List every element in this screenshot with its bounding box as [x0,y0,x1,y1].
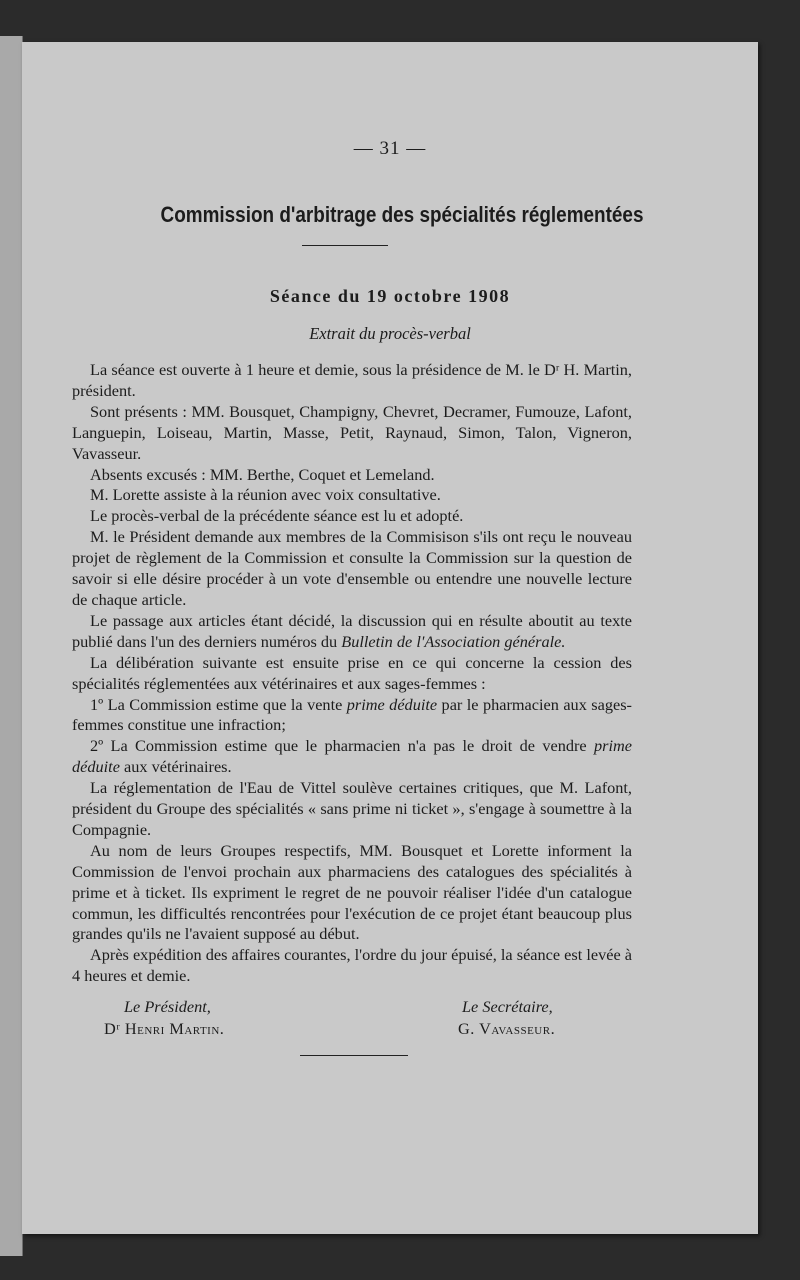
title-divider [302,245,388,246]
seance-subtitle: Extrait du procès-verbal [309,324,471,343]
point-1-start: 1º La Commission estime que la vente [90,694,343,714]
facing-page-edge [0,36,23,1256]
paragraph-vittel: La réglementation de l'Eau de Vittel soulève certaines critiques, que M. Lafont, président du Groupe des spécialités « sans prime ni ticket », s'engage à soumettre à la Compagnie. [72,778,632,839]
bulletin-title: Bulletin de l'Association générale. [341,631,566,651]
seance-title: Séance du 19 octobre 1908 [269,286,511,306]
paragraph-present: Sont présents : MM. Bousquet, Champigny, Chevret, Decramer, Fumouze, Lafont, Languepin, Loiseau, Martin, Masse, Petit, Raynaud, Simon, Talon, Vigneron, Vavasseur. [72,401,632,463]
paragraph-opening: La séance est ouverte à 1 heure et demie, sous la présidence de M. le Dʳ H. Martin, président. [72,360,632,400]
paragraph-articles [72,611,632,653]
document-page [22,42,758,1234]
paragraph-proces-verbal: Le procès-verbal de la précédente séance est lu et adopté. [90,506,464,526]
president-signature [104,996,224,1040]
president-name: Dʳ Henri Martin. [104,1019,225,1038]
minutes-body [72,360,632,987]
secretary-name: G. Vavasseur. [458,1019,556,1038]
point-2-start: 2º La Commission estime que le pharmacien n'a pas le droit de vendre [90,736,587,756]
secretary-signature [442,996,555,1040]
paragraph-point-2 [72,736,632,778]
paragraph-president-request: M. le Président demande aux membres de la Commisison s'ils ont reçu le nouveau projet de règlement de la Commission et consulte la Commission sur la question de savoir si elle désire procéder à un vote d'ensemble ou entendre une nouvelle lecture de chaque article. [72,527,632,609]
page-number: — 31 — [353,138,427,159]
paragraph-lorette: M. Lorette assiste à la réunion avec voix consultative. [90,485,441,505]
point-2-end: aux vétérinaires. [124,757,232,777]
president-role: Le Président, [124,997,211,1016]
paragraph-closing: Après expédition des affaires courantes, l'ordre du jour épuisé, la séance est levée à 4 heures et demie. [72,945,632,986]
paragraph-absent: Absents excusés : MM. Berthe, Coquet et Lemeland. [90,464,435,484]
page-title: Commission d'arbitrage des spécialités réglementées [160,202,644,227]
closing-divider [300,1055,408,1056]
secretary-role: Le Secrétaire, [462,997,553,1016]
paragraph-point-1 [72,695,632,737]
paragraph-catalogues: Au nom de leurs Groupes respectifs, MM. Bousquet et Lorette informent la Commission de l'envoi prochain aux pharmaciens des catalogues des spécialités à prime et à ticket. Ils expriment le regret de ne pouvoir réaliser l'idée d'un catalogue commun, les difficultés rencontrées pour l'exécution de ce projet étant beaucoup plus grandes qu'ils ne l'avaient supposé au début. [72,840,632,944]
paragraph-deliberation: La délibération suivante est ensuite prise en ce qui concerne la cession des spécialités réglementées aux vétérinaires et aux sages-femmes : [72,652,632,693]
point-1-emphasis: prime déduite [346,694,438,714]
paragraph-articles-text: Le passage aux articles étant décidé, la discussion qui en résulte aboutit au texte publié dans l'un des derniers numéros du [72,610,632,651]
point-2-emphasis: prime déduite [72,736,632,777]
point-1-end: par le pharmacien aux sages-femmes constitue une infraction; [72,694,632,735]
